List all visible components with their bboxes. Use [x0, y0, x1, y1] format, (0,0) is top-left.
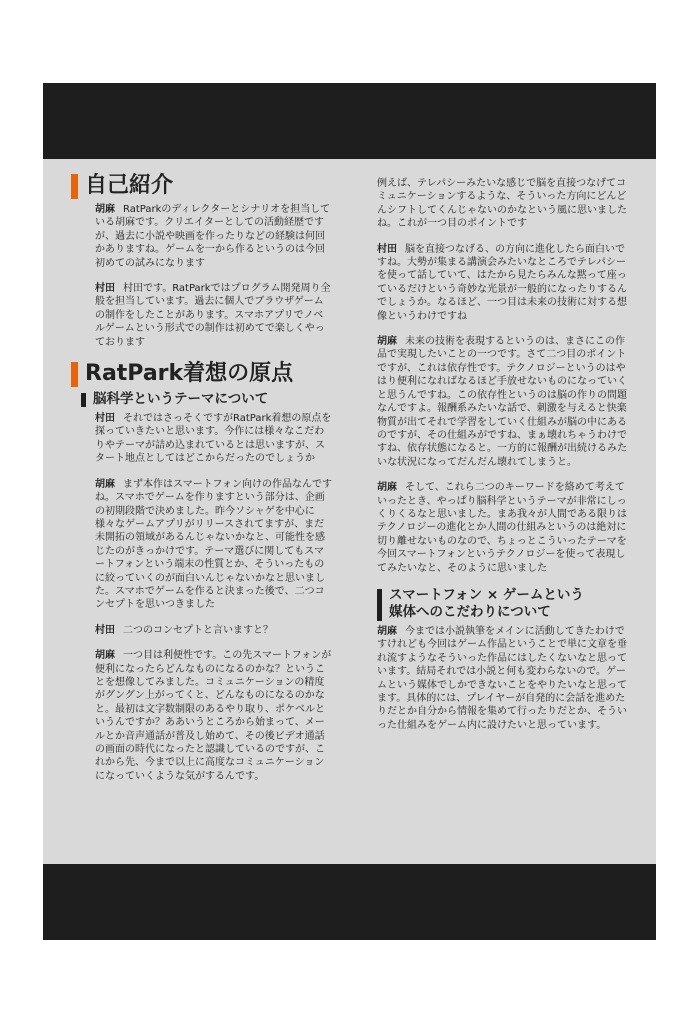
speaker-label: 胡麻 [377, 482, 397, 494]
speaker-label: 胡麻 [95, 650, 115, 662]
right-column [377, 177, 627, 744]
right-paragraph-3: 胡麻 未来の技術を表現するというのは、まさにこの作品で実現したいことの一つです。さて二つ目のポイントですが、これは依存性です。テクノロジーというのはやはり便利になればなるほど手放せないものになっていくと思うんですね。この依存性というのは脳の作りの問題なんですよ。報酬系みたいな話で、刺激を与えると快楽物質が出てそれで学習をしていく仕組みが脳の中にあるのですが、その仕組みがですね、まぁ壊れちゃうわけですね、依存状態になると。一方的に報酬が出続けるみたいな状況になってだんだん壊れてしまうと。 [377, 336, 627, 468]
right-paragraph-4: 胡麻 そして、これら二つのキーワードを絡めて考えていったとき、やっぱり脳科学というテーマが非常にしっくりくるなと思いました。まあ我々が人間である限りはテクノロジーの進化とか人間の仕組みというのは絶対に切り離せないものなので、ちょっとこういったテーマを今回スマートフォンというテクノロジーを使って表現してみたいなと、そのように思いました [377, 482, 627, 574]
speaker-label: 村田 [377, 243, 397, 255]
smartphone-subheading: スマートフォン × ゲームという 媒体へのこだわりについて [377, 587, 627, 621]
heading-accent-bar [71, 174, 78, 199]
intro-paragraph-2: 村田 村田です。RatParkではプログラム開発周り全般を担当しています。過去に個人でブラウザゲームの制作をしたことがあります。スマホアプリでノベルゲームという形式での制作は初めてで楽しくやっております [95, 283, 331, 348]
heading-accent-bar [71, 362, 78, 387]
speaker-label: 胡麻 [377, 336, 397, 348]
speaker-label: 村田 [95, 413, 115, 425]
subheading-bar [81, 393, 86, 407]
brain-paragraph-2: 胡麻 まず本作はスマートフォン向けの作品なんですね。スマホでゲームを作りますという部分は、企画の初期段階で決めました。昨今ソシャゲを中心に様々なゲームアプリがリリースされてますが、まだ未開拓の領域があるんじゃないかなと、可能性を感じたのがきっかけです。テーマ選びに関してもスマートフォンという端末の性質とか、そういったものに絞っていくのが面白いんじゃないかなと思いました。スマホでゲームを作ると決まった後で、二つコンセプトを思いつきました [95, 478, 332, 611]
brain-paragraph-4: 胡麻 一つ目は利便性です。この先スマートフォンが便利になったらどんなものになるのかな？ということを想像してみました。コミュニケーションの精度がグングン上がってくと、どんなものになるのかなと。最初は文字数制限のあるやり取り、ポケベルというんですか？ああいうところから始まって、メールとか音声通話が普及し始めて、その後ビデオ通話の画面の時代になったと認識しているのですが、これから先、今まで以上に高度なコミュニケーションになっていくような気がするんです。 [95, 650, 332, 782]
intro-paragraph-1: 胡麻 RatParkのディレクターとシナリオを担当している胡麻です。クリエイターとしての活動経歴ですが、過去に小説や映画を作ったりなどの経験は何回かありますね。ゲームを一から作るというのは今回初めての試みになります [95, 204, 331, 269]
speaker-label: 胡麻 [95, 204, 115, 215]
left-column [71, 171, 333, 795]
brain-paragraph-3: 村田 二つのコンセプトと言いますと？ [95, 624, 273, 636]
brain-paragraph-1: 村田 それではさっそくですがRatPark着想の原点を探っていきたいと思います。今作には様々なこだわりやテーマが詰め込まれているとは思いますが、スタート地点としてはどこからだったのでしょうか [95, 413, 332, 465]
speaker-label: 胡麻 [95, 478, 115, 490]
brain-subheading: 脳科学というテーマについて [81, 391, 333, 408]
origin-heading: RatPark着想の原点 [71, 359, 333, 389]
right-paragraph-5: 胡麻 今までは小説執筆をメインに活動してきたわけですけれども今回はゲーム作品ということで単に文章を垂れ流すようなそういった作品にはしたくないなと思っています。結局それでは小説と何も変わらないので。ゲームという媒体でしかできないことをやりたいなと思ってます。具体的には、プレイヤーが自発的に会話を進めたりだとか自分から情報を集めて行ったりだとか、そういった仕組みをゲーム内に設けたいと思っています。 [377, 625, 627, 731]
subheading-bar [377, 589, 382, 621]
header-band [43, 83, 656, 159]
right-paragraph-2: 村田 脳を直接つなげる、の方向に進化したら面白いですね。大勢が集まる講演会みたいなところでテレパシーを使って話していて、はたから見たらみんな黙って座っているだけという奇妙な光景が一般的になったりするんでしょうか。なるほど、一つ目は未来の技術に対する想像というわけですね [377, 243, 627, 322]
speaker-label: 村田 [95, 624, 115, 636]
speaker-label: 胡麻 [377, 625, 397, 637]
intro-heading: 自己紹介 [71, 171, 333, 201]
right-paragraph-1: 例えば、テレパシーみたいな感じで脳を直接つなげてコミュニケーションするような、そういった方向にどんどんシフトしてくんじゃないのかなという風に思いましたね。これが一つ目のポイントです [377, 178, 627, 230]
footer-band [43, 864, 656, 940]
speaker-label: 村田 [95, 283, 115, 295]
document-page [43, 83, 656, 940]
